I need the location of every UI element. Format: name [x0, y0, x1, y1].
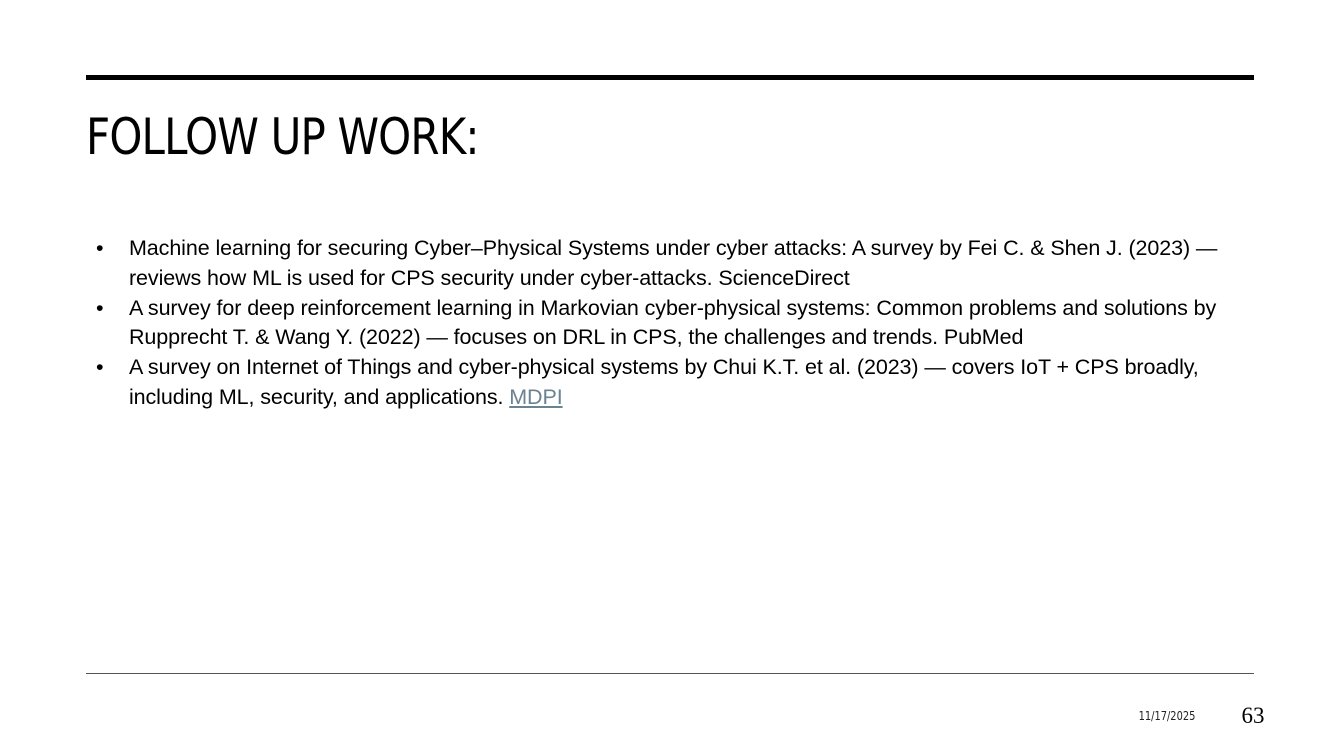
bullet-item [96, 234, 1236, 294]
title-top-rule [86, 75, 1254, 80]
slide-title: FOLLOW UP WORK: [86, 108, 479, 166]
bullet-text: A survey on Internet of Things and cyber-physical systems by Chui K.T. et al. (2023) — covers IoT + CPS broadly, including ML, security, and applications. [129, 355, 1199, 409]
bullet-icon: • [96, 236, 104, 260]
bullet-list [96, 234, 1236, 413]
footer-date: 11/17/2025 [1138, 709, 1196, 723]
bullet-text: A survey for deep reinforcement learning in Markovian cyber-physical systems: Common problems and solutions by Rupprecht T. & Wang Y. (2022) — focuses on DRL in CPS, the challenges and trends. PubMed [129, 295, 1217, 350]
bullet-icon: • [96, 355, 104, 380]
bullet-item [96, 353, 1236, 413]
footer-rule [86, 673, 1254, 674]
slide-number: 63 [1241, 703, 1265, 728]
bullet-icon: • [96, 295, 104, 320]
bullet-text: Machine learning for securing Cyber–Physical Systems under cyber attacks: A survey by Fei C. & Shen J. (2023) — reviews how ML is used for CPS security under cyber-attacks. ScienceDirect [129, 236, 1218, 290]
bullet-item [96, 294, 1236, 354]
mdpi-link[interactable]: MDPI [509, 384, 563, 409]
